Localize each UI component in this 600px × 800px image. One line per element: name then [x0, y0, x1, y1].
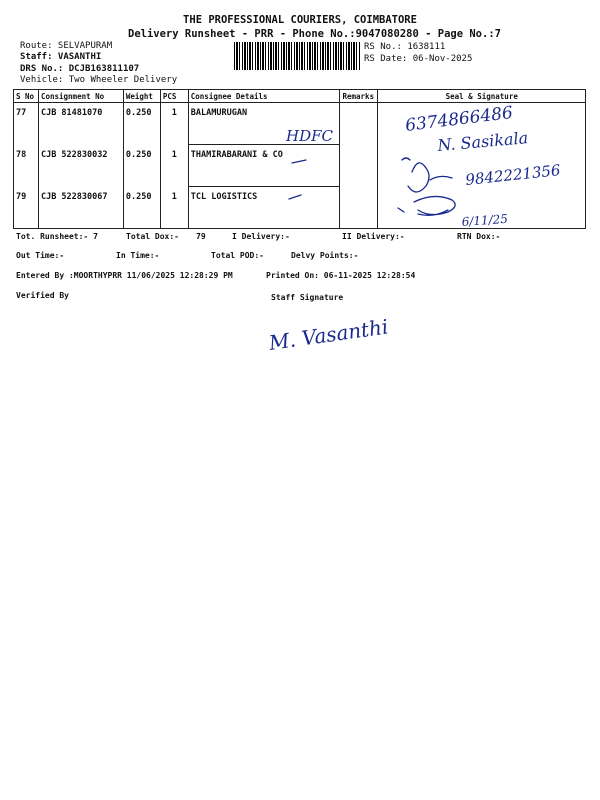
col-header-sno: S No — [14, 90, 39, 103]
total-pod: Total POD:- — [211, 251, 264, 260]
cell-consignee: BALAMURUGAN — [188, 103, 340, 145]
col-header-pcs: PCS — [160, 90, 188, 103]
cell-weight: 0.250 — [123, 187, 160, 229]
col-header-consignment: Consignment No — [38, 90, 123, 103]
tot-runsheet: Tot. Runsheet:- 7 — [16, 232, 98, 241]
route-label: Route: SELVAPURAM — [20, 41, 113, 51]
handwritten-date: 6/11/25 — [461, 211, 509, 229]
delvy-points: Delvy Points:- — [291, 251, 359, 260]
col-header-weight: Weight — [123, 90, 160, 103]
col-header-seal: Seal & Signature — [378, 90, 586, 103]
cell-weight: 0.250 — [123, 145, 160, 187]
tick-mark — [289, 195, 301, 199]
handwritten-phone-2: 9842221356 — [464, 161, 562, 189]
verified-by: Verified By — [16, 291, 69, 300]
handwritten-scribble — [398, 196, 455, 215]
printed-on: Printed On: 06-11-2025 12:28:54 — [266, 271, 416, 280]
cell-pcs: 1 — [160, 145, 188, 187]
i-delivery: I Delivery:- — [232, 232, 290, 241]
total-dox-value: 79 — [196, 232, 206, 241]
cell-consignment: CJB 522830067 — [38, 187, 123, 229]
staff-signature-label: Staff Signature — [271, 293, 344, 302]
cell-consignment: CJB 81481070 — [38, 103, 123, 145]
company-title: THE PROFESSIONAL COURIERS, COIMBATORE — [183, 14, 417, 26]
col-header-remarks: Remarks — [340, 90, 378, 103]
out-time: Out Time:- — [16, 251, 65, 260]
handwritten-name: N. Sasikala — [436, 128, 529, 155]
rtn-dox: RTN Dox:- — [457, 232, 501, 241]
cell-sno: 77 — [14, 103, 39, 145]
cell-weight: 0.250 — [123, 103, 160, 145]
ii-delivery: II Delivery:- — [342, 232, 405, 241]
cell-consignment: CJB 522830032 — [38, 145, 123, 187]
staff-label: Staff: VASANTHI — [20, 52, 102, 62]
cell-sno: 79 — [14, 187, 39, 229]
handwritten-signature — [402, 158, 452, 192]
handwritten-phone-1: 6374866486 — [404, 102, 514, 136]
rs-number: RS No.: 1638111 — [364, 42, 446, 52]
drs-number: DRS No.: DCJB163811107 — [20, 64, 140, 74]
cell-pcs: 1 — [160, 103, 188, 145]
cell-consignee: THAMIRABARANI & CO — [188, 145, 340, 187]
cell-sno: 78 — [14, 145, 39, 187]
handwritten-hdfc: HDFC — [286, 127, 333, 145]
col-header-consignee: Consignee Details — [188, 90, 340, 103]
cell-consignee: TCL LOGISTICS — [188, 187, 340, 229]
staff-signature-handwritten: M. Vasanthi — [267, 314, 390, 355]
rs-date: RS Date: 06-Nov-2025 — [364, 54, 473, 64]
tick-mark — [292, 160, 306, 163]
entered-by: Entered By :MOORTHYPRR 11/06/2025 12:28:29 PM — [16, 271, 233, 280]
total-dox-label: Total Dox:- — [126, 232, 179, 241]
runsheet-subtitle: Delivery Runsheet - PRR - Phone No.:9047080280 - Page No.:7 — [128, 28, 501, 40]
vehicle-label: Vehicle: Two Wheeler Delivery — [20, 75, 178, 85]
cell-pcs: 1 — [160, 187, 188, 229]
in-time: In Time:- — [116, 251, 160, 260]
